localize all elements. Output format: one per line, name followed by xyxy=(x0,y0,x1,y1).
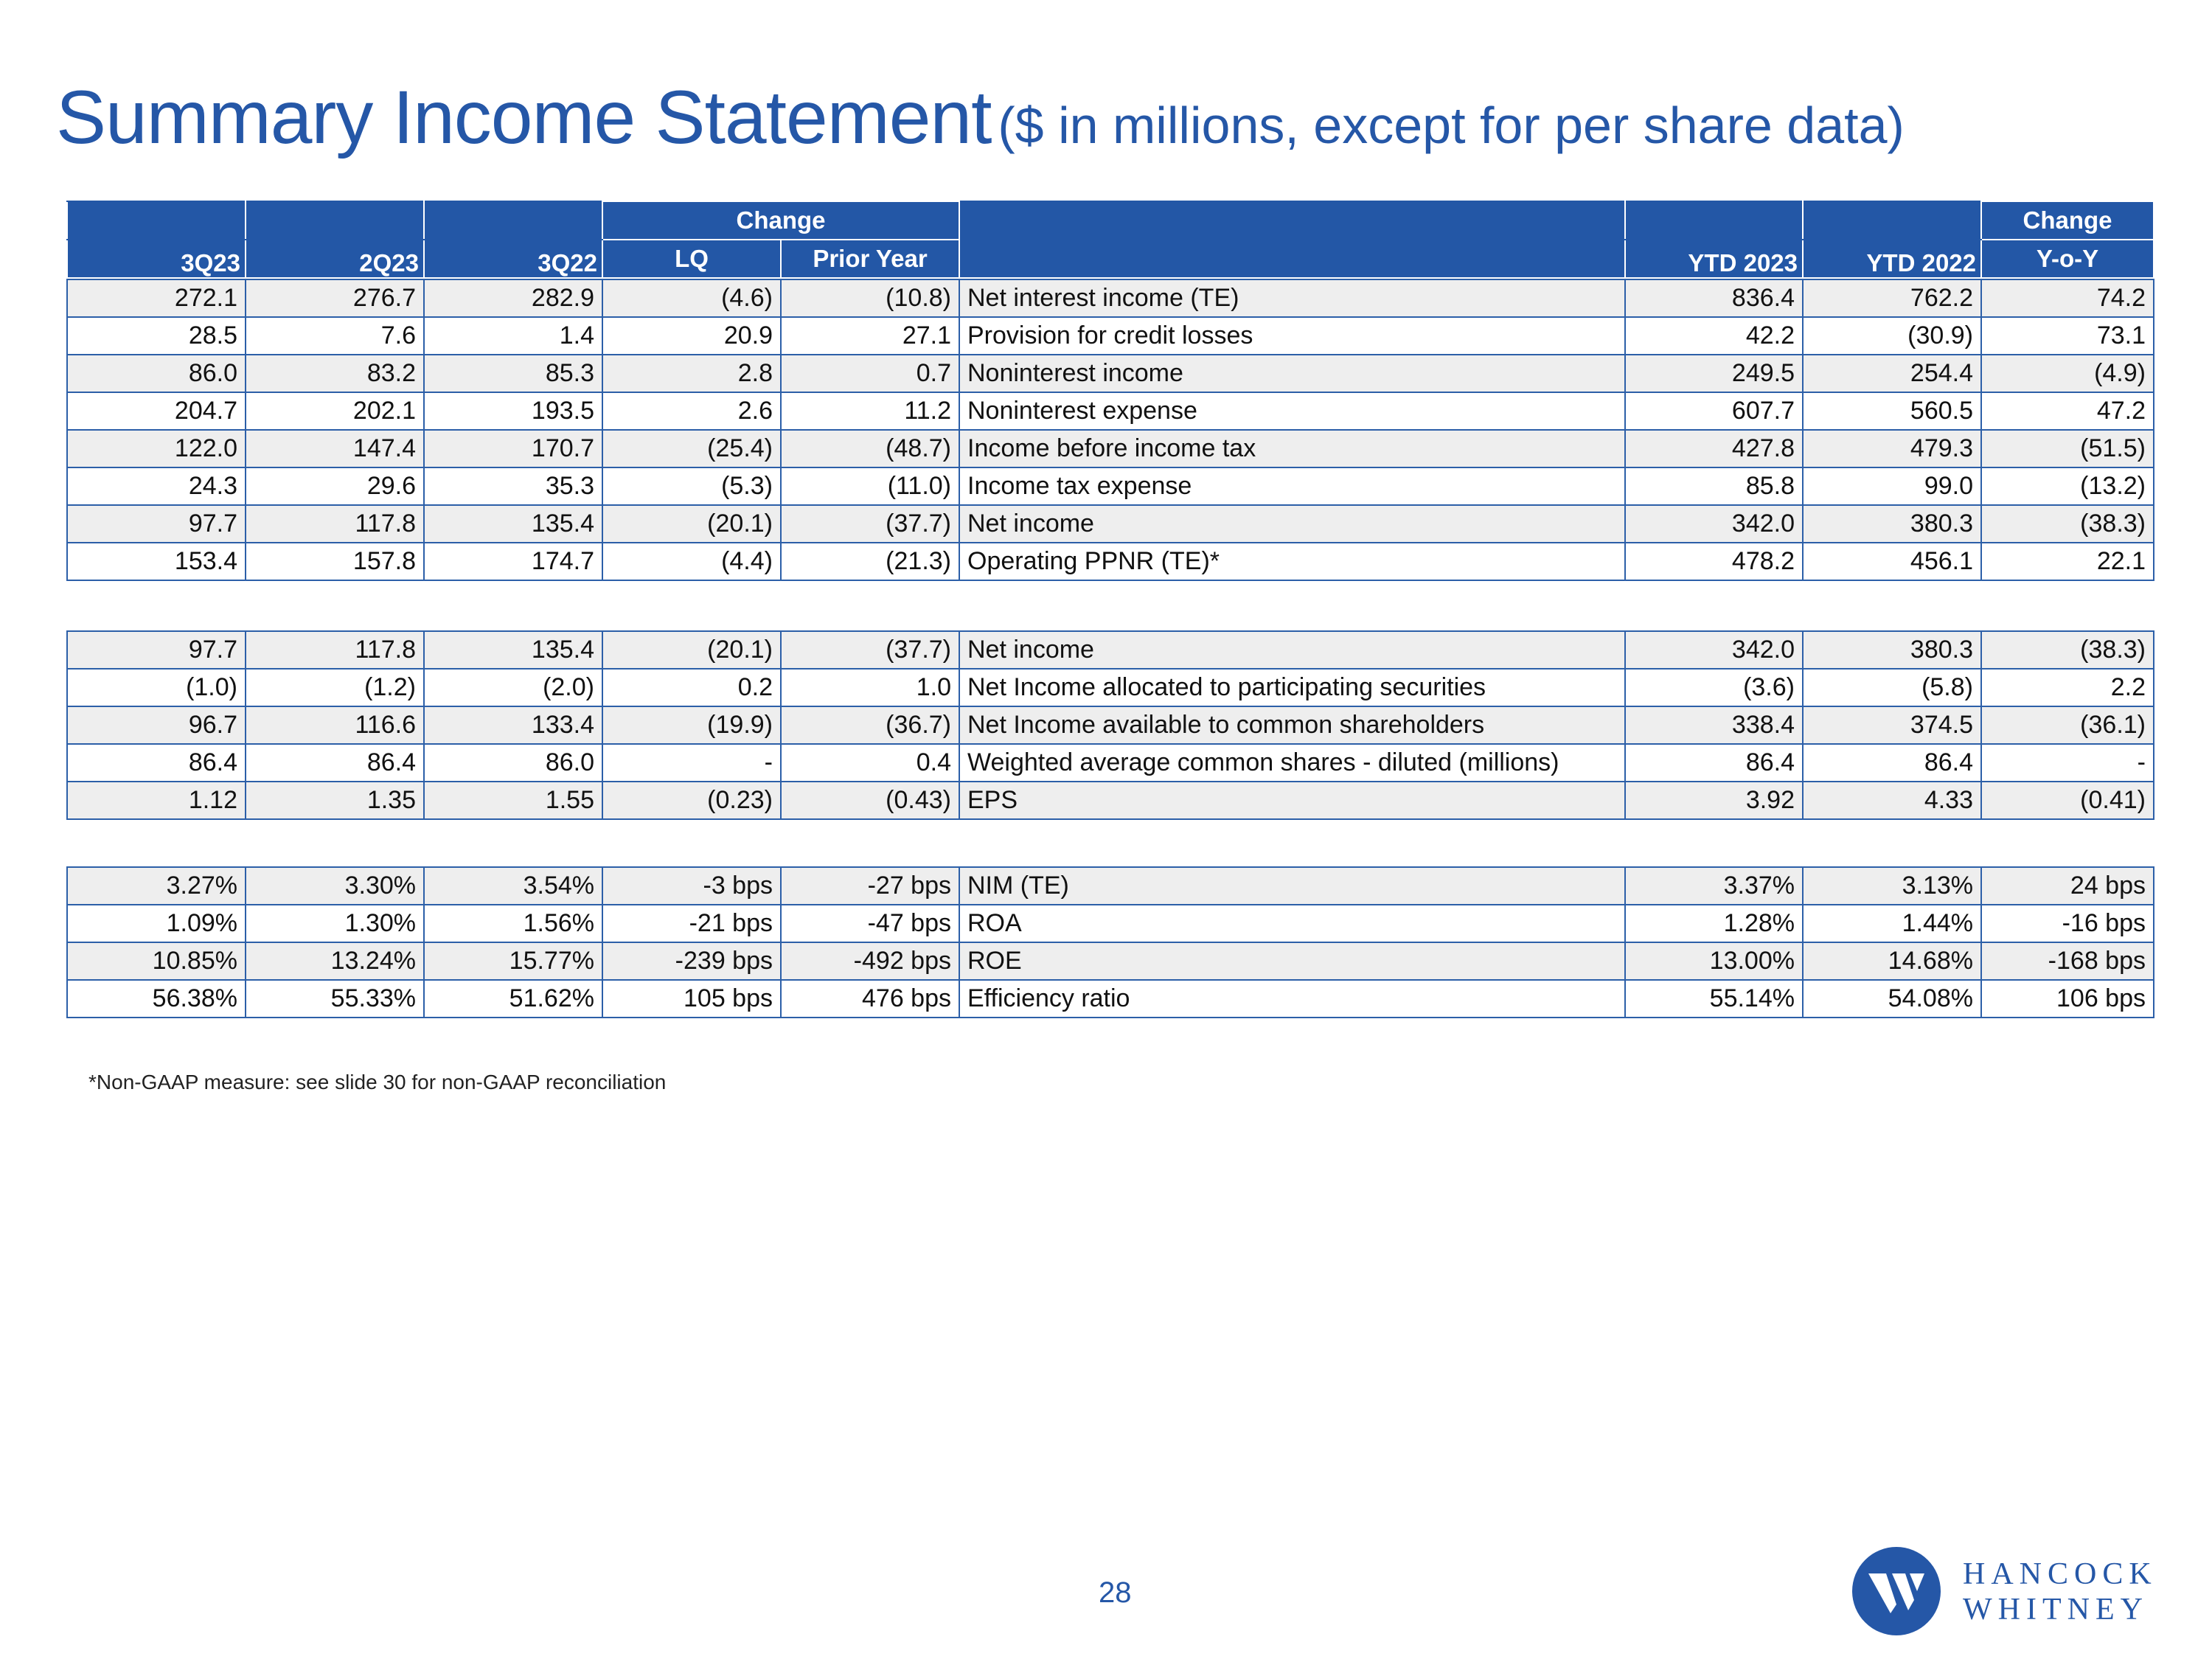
row-label-cell: EPS xyxy=(959,782,1625,819)
table-row xyxy=(67,706,2154,744)
value-cell-ytd22: 560.5 xyxy=(1803,392,1981,430)
ratio-table xyxy=(66,866,2154,1018)
value-cell-lq: 0.2 xyxy=(602,669,781,706)
value-cell-lq: (4.4) xyxy=(602,543,781,580)
value-cell-yoy: 24 bps xyxy=(1981,867,2154,905)
eps-table xyxy=(66,630,2154,820)
table-row xyxy=(67,744,2154,782)
row-label-cell: Net Income allocated to participating securities xyxy=(959,669,1625,706)
value-cell-q2_23: 157.8 xyxy=(246,543,424,580)
value-cell-lq: (5.3) xyxy=(602,467,781,505)
change-group-header: Change xyxy=(602,201,959,240)
value-cell-py: (37.7) xyxy=(781,631,959,669)
value-cell-py: (37.7) xyxy=(781,505,959,543)
value-cell-q2_23: 7.6 xyxy=(246,317,424,355)
col-header-2q23: 2Q23 xyxy=(246,240,424,278)
value-cell-q3_22: 135.4 xyxy=(424,505,602,543)
value-cell-ytd23: 338.4 xyxy=(1625,706,1803,744)
row-label-cell: Noninterest expense xyxy=(959,392,1625,430)
value-cell-q3_22: 135.4 xyxy=(424,631,602,669)
value-cell-q3_22: 170.7 xyxy=(424,430,602,467)
income-table xyxy=(66,279,2154,581)
row-label-cell: ROE xyxy=(959,942,1625,980)
value-cell-lq: 2.6 xyxy=(602,392,781,430)
row-label-cell: Net income xyxy=(959,631,1625,669)
value-cell-q3_22: 174.7 xyxy=(424,543,602,580)
value-cell-q3_23: 86.4 xyxy=(67,744,246,782)
value-cell-yoy: -16 bps xyxy=(1981,905,2154,942)
table-header xyxy=(66,201,2154,279)
value-cell-yoy: - xyxy=(1981,744,2154,782)
value-cell-ytd23: 1.28% xyxy=(1625,905,1803,942)
page-number: 28 xyxy=(1099,1576,1132,1609)
value-cell-q3_23: 24.3 xyxy=(67,467,246,505)
value-cell-q3_23: (1.0) xyxy=(67,669,246,706)
value-cell-lq: - xyxy=(602,744,781,782)
value-cell-ytd22: 86.4 xyxy=(1803,744,1981,782)
value-cell-ytd22: 4.33 xyxy=(1803,782,1981,819)
value-cell-q2_23: 13.24% xyxy=(246,942,424,980)
value-cell-q3_22: 1.56% xyxy=(424,905,602,942)
value-cell-ytd23: 3.37% xyxy=(1625,867,1803,905)
row-label-cell: ROA xyxy=(959,905,1625,942)
value-cell-ytd22: 14.68% xyxy=(1803,942,1981,980)
row-label-cell: Net income xyxy=(959,505,1625,543)
value-cell-q3_23: 122.0 xyxy=(67,430,246,467)
footnote: *Non-GAAP measure: see slide 30 for non-GAAP reconciliation xyxy=(88,1071,667,1093)
value-cell-ytd22: 3.13% xyxy=(1803,867,1981,905)
value-cell-ytd23: 249.5 xyxy=(1625,355,1803,392)
value-cell-yoy: (0.41) xyxy=(1981,782,2154,819)
row-label-cell: Weighted average common shares - diluted (millions) xyxy=(959,744,1625,782)
value-cell-ytd22: 99.0 xyxy=(1803,467,1981,505)
value-cell-ytd23: 342.0 xyxy=(1625,631,1803,669)
logo-text-line1: HANCOCK xyxy=(1963,1557,2157,1591)
value-cell-yoy: 73.1 xyxy=(1981,317,2154,355)
value-cell-yoy: 106 bps xyxy=(1981,980,2154,1018)
value-cell-q3_23: 1.09% xyxy=(67,905,246,942)
value-cell-yoy: -168 bps xyxy=(1981,942,2154,980)
value-cell-py: (11.0) xyxy=(781,467,959,505)
table-row xyxy=(67,317,2154,355)
col-header-ytd-2022: YTD 2022 xyxy=(1803,240,1981,278)
value-cell-q2_23: 83.2 xyxy=(246,355,424,392)
table-row xyxy=(67,905,2154,942)
value-cell-lq: (4.6) xyxy=(602,279,781,317)
value-cell-q2_23: 86.4 xyxy=(246,744,424,782)
page-title xyxy=(56,75,1905,159)
value-cell-ytd23: 85.8 xyxy=(1625,467,1803,505)
value-cell-q3_23: 10.85% xyxy=(67,942,246,980)
value-cell-q3_23: 86.0 xyxy=(67,355,246,392)
value-cell-ytd22: 762.2 xyxy=(1803,279,1981,317)
col-header-3q23: 3Q23 xyxy=(67,240,246,278)
value-cell-ytd23: 55.14% xyxy=(1625,980,1803,1018)
row-label-cell: Provision for credit losses xyxy=(959,317,1625,355)
value-cell-q3_22: 3.54% xyxy=(424,867,602,905)
row-label-cell: Noninterest income xyxy=(959,355,1625,392)
value-cell-ytd22: (30.9) xyxy=(1803,317,1981,355)
value-cell-q2_23: 1.35 xyxy=(246,782,424,819)
value-cell-ytd22: 54.08% xyxy=(1803,980,1981,1018)
table-row xyxy=(67,942,2154,980)
value-cell-py: 0.7 xyxy=(781,355,959,392)
value-cell-q3_22: 85.3 xyxy=(424,355,602,392)
table-row xyxy=(67,392,2154,430)
change-yoy-group-header: Change xyxy=(1981,201,2154,240)
col-header-yoy: Y-o-Y xyxy=(1981,240,2154,278)
value-cell-py: 11.2 xyxy=(781,392,959,430)
value-cell-yoy: (4.9) xyxy=(1981,355,2154,392)
value-cell-yoy: (38.3) xyxy=(1981,631,2154,669)
value-cell-py: -47 bps xyxy=(781,905,959,942)
value-cell-py: (0.43) xyxy=(781,782,959,819)
value-cell-q3_22: 15.77% xyxy=(424,942,602,980)
value-cell-ytd23: 86.4 xyxy=(1625,744,1803,782)
row-label-cell: Efficiency ratio xyxy=(959,980,1625,1018)
value-cell-ytd22: 254.4 xyxy=(1803,355,1981,392)
table-row xyxy=(67,505,2154,543)
value-cell-q3_23: 28.5 xyxy=(67,317,246,355)
value-cell-ytd23: 42.2 xyxy=(1625,317,1803,355)
title-subtitle: ($ in millions, except for per share data) xyxy=(998,97,1905,154)
table-row xyxy=(67,355,2154,392)
table-row xyxy=(67,980,2154,1018)
value-cell-ytd23: 836.4 xyxy=(1625,279,1803,317)
logo-text-line2: WHITNEY xyxy=(1963,1593,2149,1627)
table-row xyxy=(67,467,2154,505)
table-row xyxy=(67,782,2154,819)
value-cell-ytd23: 342.0 xyxy=(1625,505,1803,543)
value-cell-q3_22: 193.5 xyxy=(424,392,602,430)
value-cell-q2_23: 117.8 xyxy=(246,505,424,543)
value-cell-py: (48.7) xyxy=(781,430,959,467)
row-label-cell: NIM (TE) xyxy=(959,867,1625,905)
value-cell-ytd22: 374.5 xyxy=(1803,706,1981,744)
value-cell-lq: 2.8 xyxy=(602,355,781,392)
value-cell-q3_22: 133.4 xyxy=(424,706,602,744)
value-cell-py: -492 bps xyxy=(781,942,959,980)
value-cell-yoy: 2.2 xyxy=(1981,669,2154,706)
col-header-label xyxy=(959,240,1625,278)
value-cell-lq: (25.4) xyxy=(602,430,781,467)
table-row xyxy=(67,669,2154,706)
value-cell-py: (36.7) xyxy=(781,706,959,744)
value-cell-q2_23: 55.33% xyxy=(246,980,424,1018)
value-cell-lq: 20.9 xyxy=(602,317,781,355)
value-cell-q3_23: 272.1 xyxy=(67,279,246,317)
value-cell-py: 1.0 xyxy=(781,669,959,706)
row-label-cell: Net Income available to common shareholders xyxy=(959,706,1625,744)
col-header-prior-year: Prior Year xyxy=(781,240,959,278)
table-row xyxy=(67,430,2154,467)
value-cell-q2_23: 202.1 xyxy=(246,392,424,430)
col-header-ytd-2023: YTD 2023 xyxy=(1625,240,1803,278)
value-cell-ytd22: 380.3 xyxy=(1803,631,1981,669)
value-cell-lq: (0.23) xyxy=(602,782,781,819)
value-cell-q3_23: 1.12 xyxy=(67,782,246,819)
value-cell-q2_23: (1.2) xyxy=(246,669,424,706)
value-cell-ytd23: (3.6) xyxy=(1625,669,1803,706)
value-cell-ytd23: 607.7 xyxy=(1625,392,1803,430)
row-label-cell: Income tax expense xyxy=(959,467,1625,505)
col-header-3q22: 3Q22 xyxy=(424,240,602,278)
value-cell-q3_22: 35.3 xyxy=(424,467,602,505)
row-label-cell: Net interest income (TE) xyxy=(959,279,1625,317)
value-cell-q3_23: 97.7 xyxy=(67,505,246,543)
value-cell-lq: (20.1) xyxy=(602,505,781,543)
value-cell-q2_23: 29.6 xyxy=(246,467,424,505)
value-cell-ytd23: 13.00% xyxy=(1625,942,1803,980)
row-label-cell: Income before income tax xyxy=(959,430,1625,467)
row-label-cell: Operating PPNR (TE)* xyxy=(959,543,1625,580)
value-cell-q2_23: 117.8 xyxy=(246,631,424,669)
value-cell-ytd22: 1.44% xyxy=(1803,905,1981,942)
value-cell-py: 476 bps xyxy=(781,980,959,1018)
table-row xyxy=(67,543,2154,580)
table-row xyxy=(67,631,2154,669)
value-cell-q3_23: 3.27% xyxy=(67,867,246,905)
value-cell-q3_22: 1.4 xyxy=(424,317,602,355)
value-cell-ytd23: 478.2 xyxy=(1625,543,1803,580)
value-cell-lq: (20.1) xyxy=(602,631,781,669)
value-cell-q3_23: 204.7 xyxy=(67,392,246,430)
value-cell-q3_23: 97.7 xyxy=(67,631,246,669)
value-cell-q3_22: 1.55 xyxy=(424,782,602,819)
col-header-lq: LQ xyxy=(602,240,781,278)
value-cell-lq: (19.9) xyxy=(602,706,781,744)
value-cell-py: (21.3) xyxy=(781,543,959,580)
value-cell-ytd22: 380.3 xyxy=(1803,505,1981,543)
value-cell-yoy: (38.3) xyxy=(1981,505,2154,543)
value-cell-q2_23: 3.30% xyxy=(246,867,424,905)
value-cell-lq: -239 bps xyxy=(602,942,781,980)
value-cell-q2_23: 116.6 xyxy=(246,706,424,744)
value-cell-ytd22: 456.1 xyxy=(1803,543,1981,580)
value-cell-py: (10.8) xyxy=(781,279,959,317)
value-cell-lq: 105 bps xyxy=(602,980,781,1018)
table-row xyxy=(67,279,2154,317)
value-cell-py: 27.1 xyxy=(781,317,959,355)
value-cell-yoy: (51.5) xyxy=(1981,430,2154,467)
company-logo xyxy=(1851,1545,2197,1641)
value-cell-ytd22: (5.8) xyxy=(1803,669,1981,706)
value-cell-yoy: 47.2 xyxy=(1981,392,2154,430)
value-cell-py: -27 bps xyxy=(781,867,959,905)
value-cell-ytd23: 3.92 xyxy=(1625,782,1803,819)
value-cell-yoy: 74.2 xyxy=(1981,279,2154,317)
value-cell-q2_23: 276.7 xyxy=(246,279,424,317)
value-cell-q3_22: 51.62% xyxy=(424,980,602,1018)
value-cell-q3_22: 86.0 xyxy=(424,744,602,782)
value-cell-q2_23: 147.4 xyxy=(246,430,424,467)
value-cell-yoy: 22.1 xyxy=(1981,543,2154,580)
value-cell-q3_22: 282.9 xyxy=(424,279,602,317)
value-cell-yoy: (36.1) xyxy=(1981,706,2154,744)
value-cell-py: 0.4 xyxy=(781,744,959,782)
value-cell-lq: -3 bps xyxy=(602,867,781,905)
value-cell-ytd23: 427.8 xyxy=(1625,430,1803,467)
hancock-whitney-logo-icon xyxy=(1851,1545,1942,1637)
value-cell-lq: -21 bps xyxy=(602,905,781,942)
value-cell-q3_23: 56.38% xyxy=(67,980,246,1018)
value-cell-yoy: (13.2) xyxy=(1981,467,2154,505)
value-cell-q3_22: (2.0) xyxy=(424,669,602,706)
title-main: Summary Income Statement xyxy=(56,75,992,159)
value-cell-ytd22: 479.3 xyxy=(1803,430,1981,467)
value-cell-q2_23: 1.30% xyxy=(246,905,424,942)
table-row xyxy=(67,867,2154,905)
value-cell-q3_23: 153.4 xyxy=(67,543,246,580)
value-cell-q3_23: 96.7 xyxy=(67,706,246,744)
